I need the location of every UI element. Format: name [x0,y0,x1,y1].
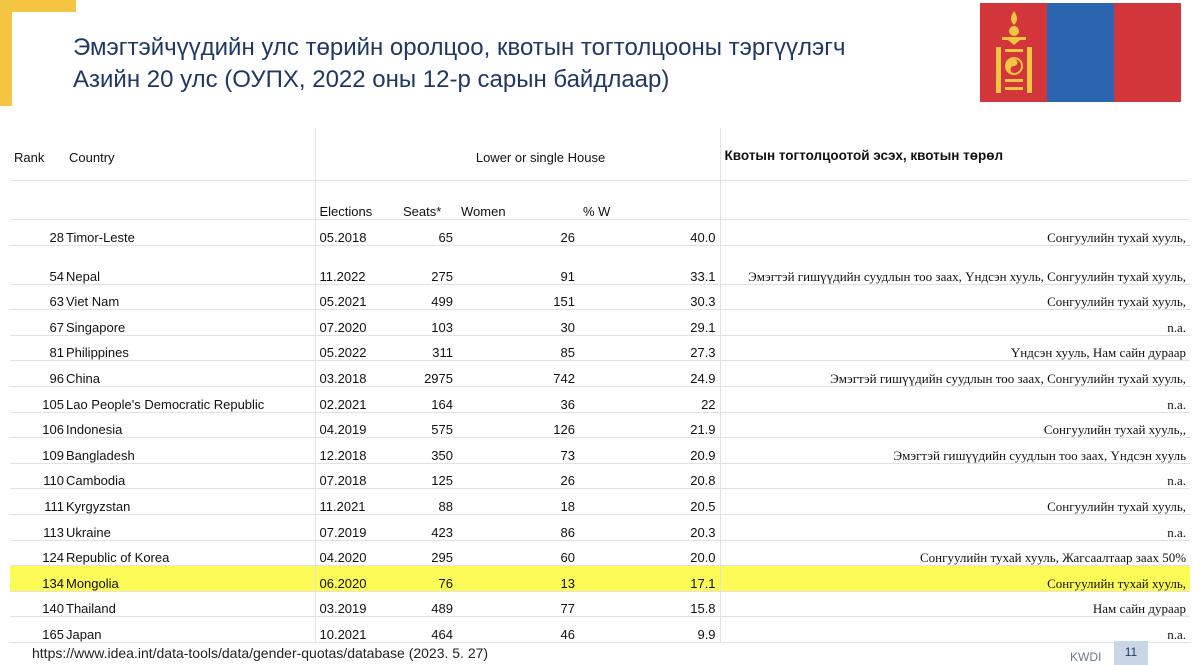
quota-cell: Сонгуулийн тухай хууль, Жагсаалтаар заах 50% [720,540,1190,566]
table-row [10,310,1190,336]
rank-cell: 124 [10,540,65,566]
quota-cell: n.a. [720,386,1190,412]
women-cell: 77 [457,591,579,617]
quota-cell: n.a. [720,514,1190,540]
quota-cell: Сонгуулийн тухай хууль, [720,489,1190,515]
country-cell: Timor-Leste [65,220,315,246]
quota-cell: Нам сайн дураар [720,591,1190,617]
footer-brand: KWDI [1070,650,1102,664]
header-elections: Elections [315,181,399,220]
slide-title-line-2: Азийн 20 улс (ОУПХ, 2022 оны 12-р сарын байдлаар) [73,66,670,93]
header-quota-empty [720,181,1190,220]
table-row [10,386,1190,412]
seats-cell: 65 [399,220,457,246]
quota-cell: Сонгуулийн тухай хууль,, [720,412,1190,438]
rank-cell: 63 [10,284,65,310]
quota-cell: Сонгуулийн тухай хууль, [720,566,1190,592]
women-cell: 26 [457,220,579,246]
rank-cell: 67 [10,310,65,336]
country-cell: Kyrgyzstan [65,489,315,515]
quota-table-wrapper [10,128,1190,642]
rank-cell: 106 [10,412,65,438]
seats-cell: 489 [399,591,457,617]
header-country: Country [65,128,315,181]
elections-cell: 05.2021 [315,284,399,310]
pct-cell: 17.1 [579,566,720,592]
country-cell: Cambodia [65,463,315,489]
country-cell: Thailand [65,591,315,617]
pct-cell: 29.1 [579,310,720,336]
rank-cell: 54 [10,245,65,284]
women-cell: 26 [457,463,579,489]
header-rank-empty [10,181,65,220]
seats-cell: 464 [399,617,457,643]
country-cell: Philippines [65,335,315,361]
source-url: https://www.idea.int/data-tools/data/gender-quotas/database (2023. 5. 27) [32,645,489,661]
table-header-row-2 [10,181,1190,220]
quota-table [10,128,1190,643]
country-cell: Ukraine [65,514,315,540]
elections-cell: 03.2019 [315,591,399,617]
header-quota: Квотын тогтолцоотой эсэх, квотын төрөл [720,128,1190,181]
flag-band-center [1047,3,1114,102]
country-cell: Viet Nam [65,284,315,310]
table-row [10,412,1190,438]
seats-cell: 275 [399,245,457,284]
flag-band-right [1114,3,1181,102]
header-seats: Seats* [399,181,457,220]
table-row [10,566,1190,592]
quota-cell: Эмэгтэй гишүүдийн суудлын тоо заах, Сонгуулийн тухай хууль, [720,361,1190,387]
elections-cell: 12.2018 [315,438,399,464]
pct-cell: 33.1 [579,245,720,284]
table-row [10,489,1190,515]
pct-cell: 15.8 [579,591,720,617]
rank-cell: 165 [10,617,65,643]
mongolia-flag [980,3,1181,102]
rank-cell: 134 [10,566,65,592]
country-cell: Singapore [65,310,315,336]
seats-cell: 2975 [399,361,457,387]
rank-cell: 96 [10,361,65,387]
seats-cell: 311 [399,335,457,361]
corner-accent-vertical [0,0,12,106]
slide-title-line-1: Эмэгтэйчүүдийн улс төрийн оролцоо, квотын тогтолцооны тэргүүлэгч [73,34,846,61]
elections-cell: 05.2018 [315,220,399,246]
quota-cell: n.a. [720,617,1190,643]
seats-cell: 575 [399,412,457,438]
quota-cell: Эмэгтэй гишүүдийн суудлын тоо заах, Үндсэн хууль [720,438,1190,464]
elections-cell: 05.2022 [315,335,399,361]
country-cell: Mongolia [65,566,315,592]
elections-cell: 04.2020 [315,540,399,566]
elections-cell: 07.2019 [315,514,399,540]
rank-cell: 113 [10,514,65,540]
quota-cell: n.a. [720,310,1190,336]
seats-cell: 295 [399,540,457,566]
women-cell: 126 [457,412,579,438]
country-cell: China [65,361,315,387]
country-cell: Nepal [65,245,315,284]
women-cell: 91 [457,245,579,284]
pct-cell: 20.8 [579,463,720,489]
elections-cell: 04.2019 [315,412,399,438]
women-cell: 46 [457,617,579,643]
seats-cell: 423 [399,514,457,540]
table-body [10,128,1190,642]
rank-cell: 109 [10,438,65,464]
seats-cell: 164 [399,386,457,412]
elections-cell: 07.2020 [315,310,399,336]
women-cell: 30 [457,310,579,336]
country-cell: Indonesia [65,412,315,438]
page-number: 11 [1114,641,1148,665]
table-row [10,284,1190,310]
pct-cell: 30.3 [579,284,720,310]
header-rank: Rank [10,128,65,181]
women-cell: 86 [457,514,579,540]
table-row [10,245,1190,284]
country-cell: Republic of Korea [65,540,315,566]
table-row [10,591,1190,617]
seats-cell: 76 [399,566,457,592]
quota-cell: Эмэгтэй гишүүдийн суудлын тоо заах, Үндсэн хууль, Сонгуулийн тухай хууль, [720,245,1190,284]
table-row [10,438,1190,464]
soyombo-icon [992,9,1036,97]
rank-cell: 105 [10,386,65,412]
pct-cell: 20.9 [579,438,720,464]
women-cell: 85 [457,335,579,361]
elections-cell: 11.2022 [315,245,399,284]
pct-cell: 20.5 [579,489,720,515]
seats-cell: 103 [399,310,457,336]
slide-title [73,32,953,96]
quota-cell: n.a. [720,463,1190,489]
women-cell: 742 [457,361,579,387]
pct-cell: 22 [579,386,720,412]
table-row [10,540,1190,566]
table-row [10,463,1190,489]
header-country-empty [65,181,315,220]
elections-cell: 02.2021 [315,386,399,412]
elections-cell: 11.2021 [315,489,399,515]
pct-cell: 24.9 [579,361,720,387]
seats-cell: 499 [399,284,457,310]
header-women: Women [457,181,579,220]
rank-cell: 28 [10,220,65,246]
women-cell: 60 [457,540,579,566]
elections-cell: 03.2018 [315,361,399,387]
women-cell: 13 [457,566,579,592]
flag-band-left [980,3,1047,102]
quota-cell: Сонгуулийн тухай хууль, [720,220,1190,246]
table-row [10,335,1190,361]
table-row [10,514,1190,540]
seats-cell: 88 [399,489,457,515]
seats-cell: 350 [399,438,457,464]
rank-cell: 81 [10,335,65,361]
table-row [10,361,1190,387]
rank-cell: 140 [10,591,65,617]
pct-cell: 20.0 [579,540,720,566]
pct-cell: 20.3 [579,514,720,540]
elections-cell: 10.2021 [315,617,399,643]
header-pct: % W [579,181,720,220]
quota-cell: Сонгуулийн тухай хууль, [720,284,1190,310]
seats-cell: 125 [399,463,457,489]
elections-cell: 06.2020 [315,566,399,592]
pct-cell: 21.9 [579,412,720,438]
country-cell: Bangladesh [65,438,315,464]
rank-cell: 111 [10,489,65,515]
table-header-row-1 [10,128,1190,181]
women-cell: 18 [457,489,579,515]
header-house: Lower or single House [315,128,720,181]
elections-cell: 07.2018 [315,463,399,489]
country-cell: Lao People's Democratic Republic [65,386,315,412]
table-row [10,617,1190,643]
pct-cell: 9.9 [579,617,720,643]
table-row [10,220,1190,246]
rank-cell: 110 [10,463,65,489]
pct-cell: 40.0 [579,220,720,246]
country-cell: Japan [65,617,315,643]
pct-cell: 27.3 [579,335,720,361]
quota-cell: Үндсэн хууль, Нам сайн дураар [720,335,1190,361]
women-cell: 151 [457,284,579,310]
women-cell: 73 [457,438,579,464]
women-cell: 36 [457,386,579,412]
